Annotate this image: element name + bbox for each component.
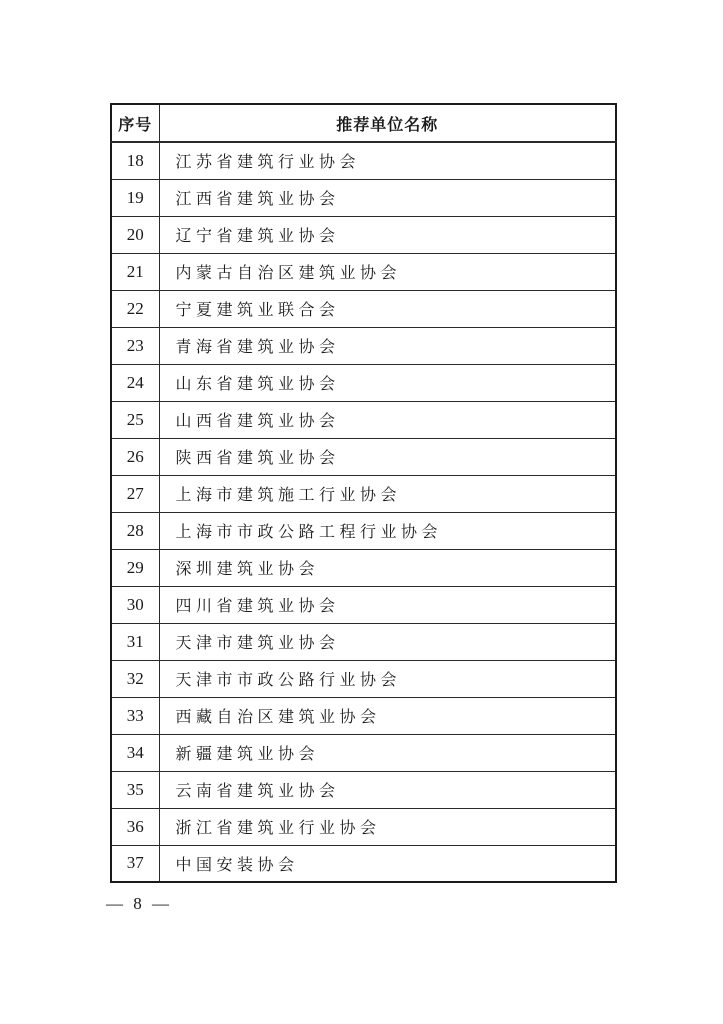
row-serial-number: 36 [111, 808, 159, 845]
row-unit-name: 山西省建筑业协会 [159, 401, 616, 438]
table-row [111, 586, 616, 623]
table-row [111, 549, 616, 586]
row-serial-number: 35 [111, 771, 159, 808]
row-unit-name: 辽宁省建筑业协会 [159, 216, 616, 253]
table-row [111, 623, 616, 660]
recommendation-units-table [110, 103, 617, 883]
row-unit-name: 浙江省建筑业行业协会 [159, 808, 616, 845]
row-unit-name: 上海市市政公路工程行业协会 [159, 512, 616, 549]
row-serial-number: 20 [111, 216, 159, 253]
table-row [111, 142, 616, 179]
table-row [111, 364, 616, 401]
row-serial-number: 37 [111, 845, 159, 882]
row-unit-name: 云南省建筑业协会 [159, 771, 616, 808]
table-row [111, 216, 616, 253]
row-unit-name: 内蒙古自治区建筑业协会 [159, 253, 616, 290]
row-unit-name: 上海市建筑施工行业协会 [159, 475, 616, 512]
row-unit-name: 江西省建筑业协会 [159, 179, 616, 216]
table-header-row [111, 104, 616, 142]
table-row [111, 771, 616, 808]
row-unit-name: 中国安装协会 [159, 845, 616, 882]
table-row [111, 512, 616, 549]
table-row [111, 697, 616, 734]
row-serial-number: 22 [111, 290, 159, 327]
row-serial-number: 21 [111, 253, 159, 290]
row-serial-number: 24 [111, 364, 159, 401]
page-number: — 8 — [106, 894, 172, 913]
row-unit-name: 山东省建筑业协会 [159, 364, 616, 401]
table-row [111, 438, 616, 475]
row-serial-number: 18 [111, 142, 159, 179]
row-unit-name: 青海省建筑业协会 [159, 327, 616, 364]
table-row [111, 327, 616, 364]
row-serial-number: 25 [111, 401, 159, 438]
row-serial-number: 30 [111, 586, 159, 623]
row-unit-name: 江苏省建筑行业协会 [159, 142, 616, 179]
row-serial-number: 33 [111, 697, 159, 734]
row-serial-number: 19 [111, 179, 159, 216]
table-row [111, 253, 616, 290]
table-row [111, 734, 616, 771]
table-row [111, 401, 616, 438]
column-header-unit-name: 推荐单位名称 [159, 104, 616, 142]
row-unit-name: 天津市建筑业协会 [159, 623, 616, 660]
row-serial-number: 32 [111, 660, 159, 697]
row-unit-name: 新疆建筑业协会 [159, 734, 616, 771]
row-unit-name: 陕西省建筑业协会 [159, 438, 616, 475]
row-serial-number: 29 [111, 549, 159, 586]
row-unit-name: 宁夏建筑业联合会 [159, 290, 616, 327]
row-serial-number: 23 [111, 327, 159, 364]
row-serial-number: 34 [111, 734, 159, 771]
table-row [111, 290, 616, 327]
table-body [111, 142, 616, 882]
row-unit-name: 四川省建筑业协会 [159, 586, 616, 623]
table-row [111, 660, 616, 697]
table-row [111, 808, 616, 845]
row-serial-number: 26 [111, 438, 159, 475]
table-row [111, 475, 616, 512]
column-header-serial-number: 序号 [111, 104, 159, 142]
table-row [111, 845, 616, 882]
row-serial-number: 28 [111, 512, 159, 549]
table-row [111, 179, 616, 216]
row-serial-number: 27 [111, 475, 159, 512]
row-serial-number: 31 [111, 623, 159, 660]
row-unit-name: 天津市市政公路行业协会 [159, 660, 616, 697]
row-unit-name: 深圳建筑业协会 [159, 549, 616, 586]
row-unit-name: 西藏自治区建筑业协会 [159, 697, 616, 734]
